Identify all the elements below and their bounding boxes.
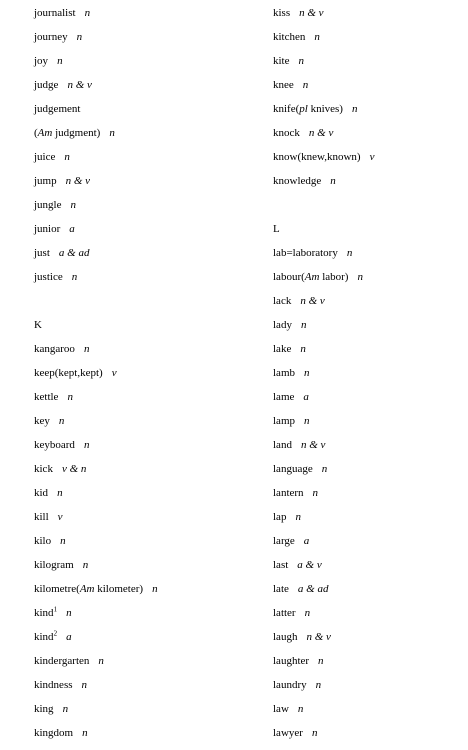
- section-letter: L: [273, 223, 280, 235]
- headword-text: kindness: [34, 679, 73, 691]
- dictionary-entry: [273, 318, 374, 342]
- headword: [34, 679, 73, 691]
- letter-heading: [34, 318, 158, 342]
- headword-text: king: [34, 703, 54, 715]
- dictionary-entry: [34, 30, 158, 54]
- part-of-speech: a & v: [297, 559, 322, 571]
- part-of-speech: n: [67, 391, 73, 403]
- part-of-speech: n & v: [306, 631, 331, 643]
- dictionary-entry: [273, 30, 374, 54]
- headword-text: kilometre(: [34, 583, 80, 595]
- headword-text: kick: [34, 463, 53, 475]
- dictionary-entry: [34, 558, 158, 582]
- headword: [34, 415, 50, 427]
- headword-text: kind: [34, 607, 54, 619]
- headword-variant: knives): [307, 103, 343, 115]
- dictionary-entry: [273, 702, 374, 726]
- headword-text: knee: [273, 79, 294, 91]
- headword: [34, 535, 51, 547]
- headword: [273, 271, 348, 283]
- part-of-speech: n: [346, 247, 353, 259]
- headword-text: knowledge: [273, 175, 322, 187]
- headword-text: laughter: [273, 655, 310, 667]
- headword: [273, 559, 288, 571]
- part-of-speech: n: [300, 343, 306, 355]
- headword-variant: kilometer): [94, 583, 144, 595]
- dictionary-entry: [34, 6, 158, 30]
- dictionary-entry: [273, 606, 374, 630]
- part-of-speech: n & v: [299, 7, 324, 19]
- part-of-speech: n: [295, 511, 301, 523]
- headword-text: judge: [34, 79, 59, 91]
- part-of-speech: n: [57, 487, 63, 499]
- part-of-speech: a & ad: [297, 583, 329, 595]
- part-of-speech: n: [66, 607, 72, 619]
- dictionary-entry: [273, 54, 374, 78]
- variant-label: Am: [304, 271, 320, 283]
- headword-text: just: [34, 247, 50, 259]
- headword-text: late: [273, 583, 289, 595]
- dictionary-entry: [273, 558, 374, 582]
- headword: [34, 55, 48, 67]
- headword: [273, 511, 286, 523]
- part-of-speech: a: [69, 223, 75, 235]
- dictionary-entry: [273, 678, 374, 702]
- part-of-speech: n: [60, 535, 66, 547]
- part-of-speech: n: [298, 55, 304, 67]
- dictionary-entry: [34, 366, 158, 390]
- variant-label: pl: [299, 103, 308, 115]
- headword-text: lap: [273, 511, 287, 523]
- headword: [273, 151, 361, 163]
- headword-variant: judgment): [52, 127, 101, 139]
- part-of-speech: a: [303, 391, 309, 403]
- dictionary-entry: [34, 534, 158, 558]
- headword: [273, 319, 292, 331]
- headword: [273, 103, 343, 115]
- dictionary-entry: [273, 150, 374, 174]
- headword-text: key: [34, 415, 50, 427]
- part-of-speech: n: [311, 727, 318, 739]
- headword: [34, 175, 57, 187]
- headword-text: keyboard: [34, 439, 75, 451]
- part-of-speech: n: [62, 703, 69, 715]
- headword-text: kitchen: [273, 31, 306, 43]
- part-of-speech: n & v: [65, 175, 91, 187]
- headword-text: know(knew,known): [273, 151, 361, 163]
- dictionary-entry: [273, 630, 374, 654]
- part-of-speech: n & v: [300, 295, 325, 307]
- dictionary-entry: [34, 246, 158, 270]
- headword: [273, 367, 295, 379]
- headword-text: kettle: [34, 391, 59, 403]
- headword-text: justice: [34, 271, 63, 283]
- part-of-speech: n: [318, 655, 324, 667]
- dictionary-entry: [273, 78, 374, 102]
- part-of-speech: n: [300, 319, 307, 331]
- headword-text: jungle: [34, 199, 62, 211]
- dictionary-entry: [34, 486, 158, 510]
- headword: [273, 679, 307, 691]
- headword-text: lake: [273, 343, 292, 355]
- headword-text: journey: [34, 31, 68, 43]
- headword-text: (: [34, 127, 38, 139]
- headword-text: jump: [34, 175, 57, 187]
- headword-text: kite: [273, 55, 290, 67]
- headword: [34, 151, 55, 163]
- headword: [34, 103, 80, 115]
- part-of-speech: n: [64, 151, 70, 163]
- part-of-speech: v: [57, 511, 63, 523]
- headword-text: kingdom: [34, 727, 74, 739]
- headword: [34, 127, 100, 139]
- headword-text: kind: [34, 631, 54, 643]
- variant-label: Am: [79, 583, 95, 595]
- dictionary-entry: [34, 678, 158, 702]
- headword: [34, 199, 62, 211]
- headword-text: kilo: [34, 535, 52, 547]
- dictionary-entry: [273, 6, 374, 30]
- headword: [273, 727, 303, 739]
- headword-text: labour(: [273, 271, 305, 283]
- headword: [273, 55, 290, 67]
- dictionary-entry: [273, 438, 374, 462]
- headword: [273, 535, 295, 547]
- headword: [273, 79, 294, 91]
- dictionary-entry: [34, 630, 158, 654]
- headword-text: laundry: [273, 679, 307, 691]
- dictionary-entry: [273, 414, 374, 438]
- headword-text: joy: [34, 55, 49, 67]
- headword: [34, 727, 73, 739]
- headword: [34, 583, 143, 595]
- headword: [273, 247, 338, 259]
- part-of-speech: a & ad: [58, 247, 90, 259]
- dictionary-entry: [34, 582, 158, 606]
- part-of-speech: n: [330, 175, 336, 187]
- headword: [273, 295, 291, 307]
- headword: [273, 127, 300, 139]
- headword: [34, 439, 75, 451]
- headword: [34, 79, 58, 91]
- dictionary-entry: [273, 294, 374, 318]
- part-of-speech: a: [66, 631, 72, 643]
- headword-text: kill: [34, 511, 49, 523]
- headword-text: kilogram: [34, 559, 74, 571]
- part-of-speech: n: [81, 679, 87, 691]
- dictionary-entry: [273, 726, 374, 750]
- headword: [273, 487, 304, 499]
- dictionary-entry: [34, 342, 158, 366]
- headword: [34, 487, 48, 499]
- dictionary-entry: [34, 510, 158, 534]
- headword-text: kid: [34, 487, 49, 499]
- headword-variant: labor): [319, 271, 349, 283]
- dictionary-entry: [34, 222, 158, 246]
- headword: [273, 439, 292, 451]
- headword: [273, 175, 321, 187]
- headword: [34, 367, 103, 379]
- part-of-speech: n: [304, 415, 310, 427]
- headword: [273, 703, 289, 715]
- part-of-speech: n: [82, 727, 88, 739]
- headword: [34, 607, 57, 619]
- headword-text: knock: [273, 127, 300, 139]
- headword-text: kangaroo: [34, 343, 75, 355]
- dictionary-entry: [273, 486, 374, 510]
- part-of-speech: n & v: [67, 79, 92, 91]
- headword: [273, 31, 305, 43]
- dictionary-entry: [34, 198, 158, 222]
- headword-text: land: [273, 439, 292, 451]
- dictionary-entry: [34, 702, 158, 726]
- dictionary-entry: [273, 246, 374, 270]
- dictionary-entry: [34, 270, 158, 294]
- part-of-speech: n & v: [300, 439, 326, 451]
- blank-row: [273, 198, 374, 222]
- headword: [273, 607, 296, 619]
- headword-text: large: [273, 535, 295, 547]
- part-of-speech: v: [369, 151, 375, 163]
- part-of-speech: n: [57, 55, 63, 67]
- part-of-speech: n: [58, 415, 65, 427]
- dictionary-entry: [273, 510, 374, 534]
- headword-text: kindergarten: [34, 655, 90, 667]
- dictionary-entry: [273, 582, 374, 606]
- dictionary-entry: [273, 270, 374, 294]
- part-of-speech: n: [152, 583, 158, 595]
- headword-text: lawyer: [273, 727, 303, 739]
- dictionary-entry: [34, 150, 158, 174]
- dictionary-entry: [34, 726, 158, 750]
- dictionary-entry: [273, 174, 374, 198]
- letter-heading: [273, 222, 374, 246]
- part-of-speech: n: [314, 31, 320, 43]
- headword-text: juice: [34, 151, 56, 163]
- dictionary-entry: [273, 390, 374, 414]
- headword-text: language: [273, 463, 313, 475]
- headword: [34, 31, 68, 43]
- headword-text: journalist: [34, 7, 76, 19]
- headword-text: lady: [273, 319, 292, 331]
- part-of-speech: n: [98, 655, 104, 667]
- headword: [273, 583, 289, 595]
- headword: [273, 415, 295, 427]
- dictionary-entry: [34, 654, 158, 678]
- part-of-speech: n: [76, 31, 83, 43]
- dictionary-entry: [34, 54, 158, 78]
- headword: [34, 463, 53, 475]
- headword-text: laugh: [273, 631, 298, 643]
- headword-text: latter: [273, 607, 296, 619]
- dictionary-entry: [34, 174, 158, 198]
- headword-text: last: [273, 559, 289, 571]
- headword-text: lamb: [273, 367, 295, 379]
- part-of-speech: n: [71, 271, 78, 283]
- part-of-speech: n: [357, 271, 363, 283]
- part-of-speech: n: [304, 607, 311, 619]
- headword: [34, 631, 57, 643]
- dictionary-entry: [34, 462, 158, 486]
- headword: [34, 703, 54, 715]
- part-of-speech: n: [83, 343, 90, 355]
- dictionary-entry: [34, 606, 158, 630]
- dictionary-entry: [273, 102, 374, 126]
- dictionary-entry: [34, 390, 158, 414]
- headword: [34, 343, 75, 355]
- part-of-speech: n: [302, 79, 309, 91]
- headword: [34, 247, 50, 259]
- headword: [34, 223, 60, 235]
- headword-text: judgement: [34, 103, 81, 115]
- part-of-speech: n: [70, 199, 76, 211]
- headword: [34, 559, 74, 571]
- part-of-speech: n: [312, 487, 319, 499]
- part-of-speech: n: [83, 439, 90, 451]
- part-of-speech: n: [109, 127, 115, 139]
- part-of-speech: v: [111, 367, 117, 379]
- headword-text: lack: [273, 295, 292, 307]
- headword: [273, 343, 291, 355]
- headword: [34, 271, 63, 283]
- headword: [273, 631, 297, 643]
- dictionary-entry: [34, 126, 158, 150]
- headword: [273, 655, 309, 667]
- part-of-speech: n: [84, 7, 91, 19]
- part-of-speech: v & n: [61, 463, 87, 475]
- headword: [273, 7, 290, 19]
- dictionary-entry: [273, 342, 374, 366]
- dictionary-entry: [273, 462, 374, 486]
- part-of-speech: n: [315, 679, 322, 691]
- left-column: [34, 6, 158, 750]
- homograph-number: 1: [53, 605, 58, 614]
- part-of-speech: n: [304, 367, 310, 379]
- dictionary-entry: [34, 438, 158, 462]
- dictionary-entry: [273, 366, 374, 390]
- headword-text: knife(: [273, 103, 300, 115]
- headword: [34, 511, 49, 523]
- headword: [273, 391, 294, 403]
- blank-row: [34, 294, 158, 318]
- variant-label: Am: [37, 127, 53, 139]
- headword-text: lantern: [273, 487, 304, 499]
- headword: [34, 655, 89, 667]
- headword: [34, 7, 76, 19]
- part-of-speech: n: [351, 103, 358, 115]
- headword-text: junior: [34, 223, 61, 235]
- headword-text: keep(kept,kept): [34, 367, 103, 379]
- dictionary-entry: [273, 654, 374, 678]
- headword: [273, 463, 313, 475]
- right-column: [273, 6, 374, 750]
- headword-text: lamp: [273, 415, 295, 427]
- part-of-speech: n: [82, 559, 89, 571]
- part-of-speech: n: [321, 463, 328, 475]
- dictionary-entry: [34, 78, 158, 102]
- part-of-speech: n: [297, 703, 304, 715]
- dictionary-entry: [273, 534, 374, 558]
- headword-text: kiss: [273, 7, 291, 19]
- part-of-speech: a: [303, 535, 310, 547]
- headword-text: lame: [273, 391, 295, 403]
- headword: [34, 391, 58, 403]
- headword-text: lab=laboratory: [273, 247, 338, 259]
- dictionary-entry: [34, 102, 158, 126]
- dictionary-entry: [273, 126, 374, 150]
- dictionary-entry: [34, 414, 158, 438]
- section-letter: K: [34, 319, 42, 331]
- homograph-number: 2: [53, 629, 58, 638]
- headword-text: law: [273, 703, 289, 715]
- part-of-speech: n & v: [308, 127, 334, 139]
